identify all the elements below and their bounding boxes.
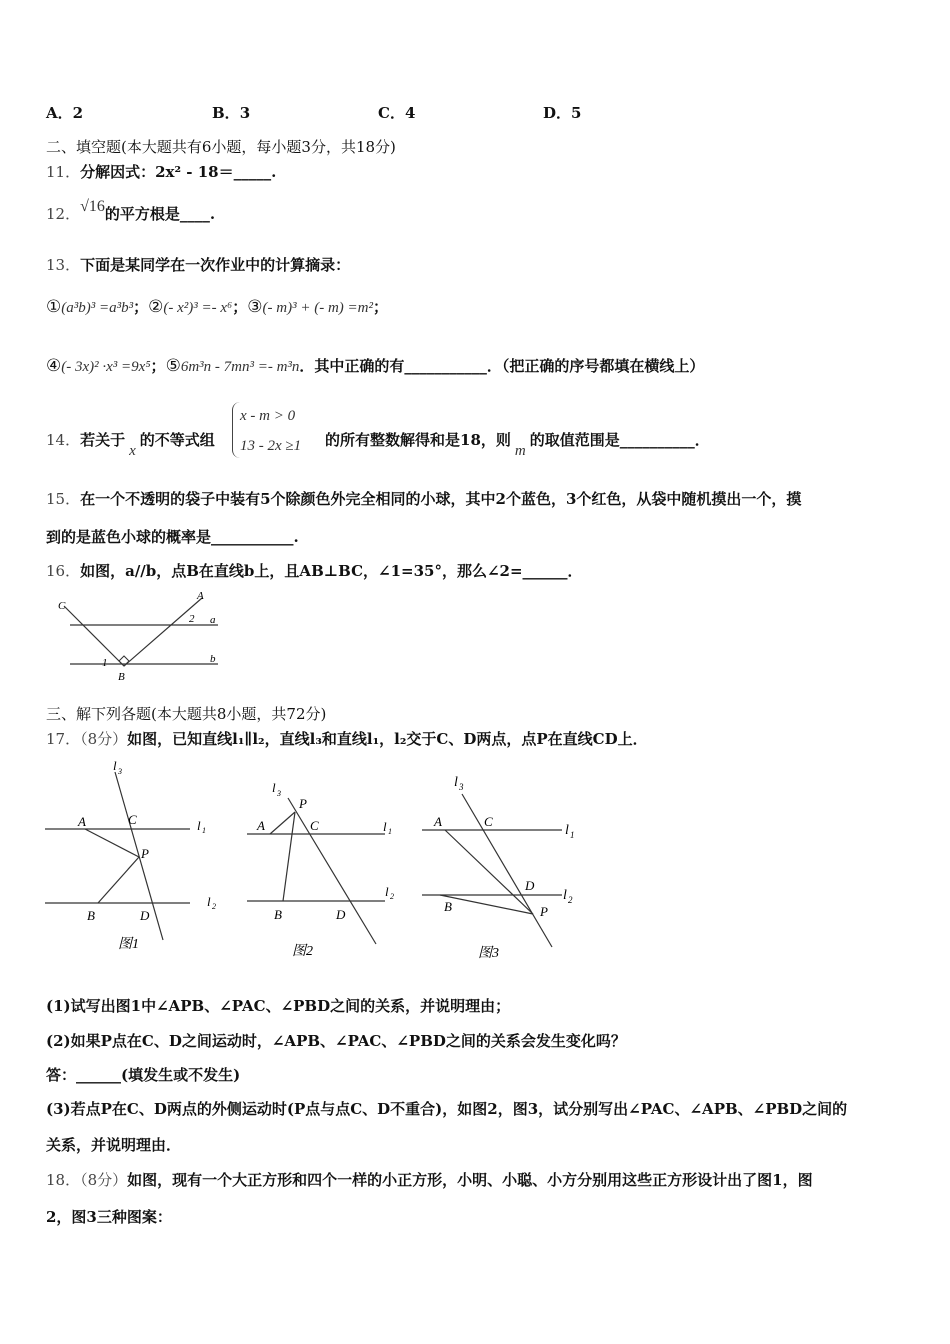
fig3-p: P — [540, 904, 548, 919]
fig1-l3: l — [113, 758, 117, 773]
q14-pre: 若关于 — [80, 431, 126, 449]
q14-rest — [325, 430, 710, 459]
q12-expr: √16 — [80, 198, 105, 215]
label-c: C — [58, 600, 66, 612]
choice-a: A．2 — [46, 104, 84, 122]
q14-ineq1: x - m > 0 — [240, 408, 296, 424]
line-bc — [64, 606, 124, 666]
q13-expr4: (- 3x)² ·x³ =9x⁵ — [61, 359, 151, 375]
q18-score: （8分） — [80, 1171, 128, 1189]
section3-header: 三、解下列各题(本大题共8小题，共72分) — [46, 705, 327, 723]
question-15 — [46, 489, 801, 509]
choice-c: C．4 — [378, 104, 416, 122]
q14-post: 的所有整数解得和是18，则 — [325, 431, 511, 449]
q13-sep1: ； — [133, 298, 149, 316]
q14-var1: x — [129, 443, 136, 459]
q18-num: 18． — [46, 1171, 81, 1189]
question-11 — [46, 162, 276, 182]
q12-num: 12． — [46, 205, 81, 223]
q13-item5: ⑤ — [165, 356, 181, 376]
fig1-l1-sub: 1 — [202, 826, 206, 835]
fig3-c: C — [484, 814, 493, 829]
q17-part3-line2: 关系，并说明理由． — [46, 1136, 182, 1154]
question-18 — [46, 1170, 813, 1190]
choice-d: D．5 — [543, 104, 582, 122]
fig3-l2: l — [563, 888, 567, 903]
fig17-2 — [247, 780, 394, 959]
q13-num: 13． — [46, 256, 81, 274]
q15-line1: 在一个不透明的袋子中装有5个除颜色外完全相同的小球，其中2个蓝色，3个红色，从袋中随机摸出一个，摸 — [80, 490, 802, 508]
fig3-a: A — [434, 814, 442, 829]
q17-score: （8分） — [80, 730, 128, 748]
q17-part2: (2)如果P点在C、D之间运动时，∠APB、∠PAC、∠PBD之间的关系会发生变化吗？ — [46, 1032, 626, 1050]
fig1-l2-sub: 2 — [212, 902, 216, 911]
fig3-caption: 图3 — [478, 946, 499, 961]
question-14 — [46, 430, 215, 459]
q13-item3: ③ — [247, 297, 263, 317]
fig1-caption: 图1 — [118, 937, 139, 952]
fig2-l2-sub: 2 — [390, 892, 394, 901]
question-16 — [46, 561, 583, 581]
line-ba — [124, 598, 202, 666]
fig1-p: P — [141, 846, 149, 861]
fig1-a: A — [78, 814, 86, 829]
fig3-l3: l — [454, 775, 458, 790]
q17-answer: 答：______(填发生或不发生) — [46, 1066, 241, 1084]
q18-line1: 如图，现有一个大正方形和四个一样的小正方形，小明、小聪、小方分别用这些正方形设计出了图1，图 — [127, 1171, 813, 1189]
fig2-d: D — [336, 907, 346, 922]
fig2-a: A — [257, 818, 265, 833]
q11-text: 分解因式：2x² - 18＝_____. — [80, 163, 277, 181]
q14-num: 14． — [46, 431, 81, 449]
q13-expr2: (- x²)³ =- x⁶ — [163, 300, 233, 316]
q15-line2: 到的是蓝色小球的概率是___________. — [46, 528, 299, 546]
q14-ineq2: 13 - 2x ≥1 — [240, 438, 302, 454]
fig3-l1-sub: 1 — [570, 830, 575, 840]
fig2-l1-sub: 1 — [388, 827, 392, 836]
q13-sep3: ； — [373, 298, 389, 316]
fig1-l3-sub: 3 — [118, 767, 122, 776]
q15-num: 15． — [46, 490, 81, 508]
q16-text: 如图，a//b，点B在直线b上，且AB⊥BC，∠1=35°，那么∠2=______． — [80, 562, 583, 580]
q13-item1: ① — [46, 297, 62, 317]
fig1-l2: l — [207, 894, 211, 909]
q13-line-b — [46, 356, 704, 377]
fig2-l3: l — [272, 780, 276, 795]
q13-expr1: (a³b)³ =a³b³ — [61, 300, 134, 316]
question-12 — [46, 198, 216, 225]
figure-17 — [40, 754, 600, 969]
fig17-3 — [422, 775, 575, 961]
fig17-1 — [45, 758, 216, 952]
fig2-l2: l — [385, 884, 389, 899]
q12-text: 的平方根是____. — [104, 205, 216, 223]
q17-part3-line1: (3)若点P在C、D两点的外侧运动时(P点与点C、D不重合)，如图2，图3，试分别写出∠PAC、∠APB、∠PBD之间的 — [46, 1100, 848, 1118]
q13-item2: ② — [148, 297, 164, 317]
q13-line-a — [46, 297, 388, 318]
q13-expr3: (- m)³ + (- m) =m² — [262, 300, 373, 316]
q16-num: 16． — [46, 562, 81, 580]
fig2-caption: 图2 — [292, 944, 313, 959]
section2-header: 二、填空题(本大题共有6小题，每小题3分，共18分) — [46, 138, 396, 156]
q17-part1: (1)试写出图1中∠APB、∠PAC、∠PBD之间的关系，并说明理由； — [46, 997, 511, 1015]
fig2-l3-sub: 3 — [277, 789, 281, 798]
label-b-point: B — [118, 671, 125, 683]
figure-16 — [50, 588, 230, 688]
choice-b: B．3 — [212, 104, 251, 122]
fig2-p: P — [299, 796, 307, 811]
label-b-line: b — [210, 653, 216, 665]
q13-sep2: ； — [232, 298, 248, 316]
fig3-d: D — [525, 878, 535, 893]
question-13 — [46, 255, 350, 275]
fig1-d: D — [140, 908, 150, 923]
fig1-l1: l — [197, 818, 201, 833]
fig2-c: C — [310, 818, 319, 833]
q18-line2: 2，图3三种图案： — [46, 1208, 172, 1226]
q13-expr5: 6m³n - 7mn³ =- m³n — [180, 359, 300, 375]
q14-mid: 的不等式组 — [139, 431, 215, 449]
fig3-l1: l — [565, 823, 569, 838]
fig2-l1: l — [383, 819, 387, 834]
fig1-b: B — [87, 908, 95, 923]
q14-end: 的取值范围是__________． — [529, 431, 710, 449]
q17-num: 17． — [46, 730, 81, 748]
fig1-c: C — [128, 812, 137, 827]
q13-text: 下面是某同学在一次作业中的计算摘录： — [80, 256, 351, 274]
q17-text: 如图，已知直线l₁∥l₂，直线l₃和直线l₁，l₂交于C、D两点，点P在直线CD上． — [127, 730, 648, 748]
label-a-line: a — [210, 614, 216, 626]
fig3-l3-sub: 3 — [459, 782, 464, 792]
fig2-b: B — [274, 907, 282, 922]
q13-tail: ．其中正确的有___________．（把正确的序号都填在横线上） — [299, 357, 705, 375]
q13-item4: ④ — [46, 356, 62, 376]
q11-num: 11． — [46, 163, 81, 181]
question-17 — [46, 729, 648, 749]
fig3-b: B — [444, 899, 452, 914]
label-1: 1 — [102, 657, 108, 669]
q14-var2: m — [514, 443, 526, 459]
label-2: 2 — [189, 613, 195, 625]
q13-sep4: ； — [150, 357, 166, 375]
label-a-point: A — [197, 590, 204, 602]
fig3-l2-sub: 2 — [568, 895, 573, 905]
